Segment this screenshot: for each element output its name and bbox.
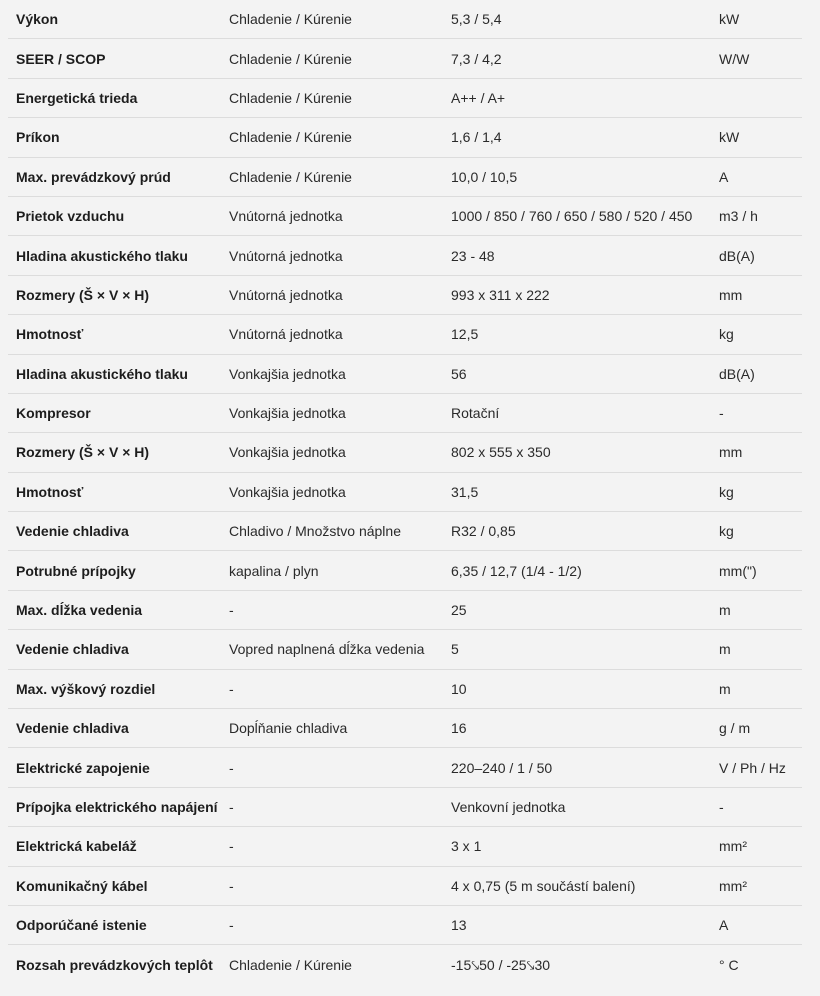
context-cell: Vnútorná jednotka xyxy=(229,208,343,225)
param-cell: SEER / SCOP xyxy=(16,50,106,67)
table-row xyxy=(8,276,802,315)
param-cell: Max. prevádzkový prúd xyxy=(16,168,171,185)
unit-cell: V / Ph / Hz xyxy=(719,759,786,776)
param-cell: Elektrické zapojenie xyxy=(16,759,150,776)
value-cell: 10 xyxy=(451,680,467,697)
unit-cell: kg xyxy=(719,326,734,343)
context-cell: Chladenie / Kúrenie xyxy=(229,957,352,974)
value-cell: 1000 / 850 / 760 / 650 / 580 / 520 / 450 xyxy=(451,208,693,225)
param-cell: Rozmery (Š × V × H) xyxy=(16,444,150,461)
table-row xyxy=(8,630,802,669)
value-cell: A++ / A+ xyxy=(451,89,506,106)
context-cell: Vnútorná jednotka xyxy=(229,326,343,343)
table-row xyxy=(8,748,802,787)
value-cell: Venkovní jednotka xyxy=(451,799,566,815)
value-cell: 5,3 / 5,4 xyxy=(451,11,502,28)
unit-cell: A xyxy=(719,917,729,934)
table-row xyxy=(8,670,802,709)
table-row xyxy=(8,788,802,827)
value-cell: 220–240 / 1 / 50 xyxy=(451,759,553,776)
context-cell: - xyxy=(229,799,234,815)
param-cell: Max. výškový rozdiel xyxy=(16,680,156,697)
table-row xyxy=(8,709,802,748)
context-cell: Chladenie / Kúrenie xyxy=(229,129,352,146)
value-cell: -15⤥50 / -25⤥30 xyxy=(451,956,551,973)
table-row xyxy=(8,39,802,78)
value-cell: 10,0 / 10,5 xyxy=(451,168,518,185)
unit-cell: m xyxy=(719,602,731,619)
unit-cell: mm xyxy=(719,444,743,461)
unit-cell: W/W xyxy=(719,50,750,67)
param-cell: Vedenie chladiva xyxy=(16,641,129,658)
unit-cell: m xyxy=(719,680,731,697)
table-row xyxy=(8,473,802,512)
value-cell: 6,35 / 12,7 (1/4 - 1/2) xyxy=(451,562,582,579)
context-cell: kapalina / plyn xyxy=(229,562,319,579)
context-cell: Chladivo / Množstvo náplne xyxy=(229,523,401,540)
param-cell: Kompresor xyxy=(16,405,91,422)
value-cell: R32 / 0,85 xyxy=(451,523,516,540)
context-cell: - xyxy=(229,838,234,855)
table-row xyxy=(8,236,802,275)
table-row xyxy=(8,945,802,984)
context-cell: Dopĺňanie chladiva xyxy=(229,720,348,737)
table-row xyxy=(8,355,802,394)
unit-cell: dB(A) xyxy=(719,365,755,382)
context-cell: - xyxy=(229,917,234,934)
param-cell: Odporúčané istenie xyxy=(16,917,147,934)
table-row xyxy=(8,512,802,551)
value-cell: 802 x 555 x 350 xyxy=(451,444,551,461)
unit-cell: kg xyxy=(719,523,734,540)
unit-cell: mm xyxy=(719,286,743,303)
unit-cell: kg xyxy=(719,483,734,500)
value-cell: 7,3 / 4,2 xyxy=(451,50,502,67)
table-row xyxy=(8,591,802,630)
context-cell: Vonkajšia jednotka xyxy=(229,405,346,422)
table-row xyxy=(8,315,802,354)
context-cell: Vnútorná jednotka xyxy=(229,286,343,303)
unit-cell: ° C xyxy=(719,957,739,974)
unit-cell: - xyxy=(719,799,724,815)
context-cell: Vonkajšia jednotka xyxy=(229,365,346,382)
unit-cell: mm(") xyxy=(719,562,757,579)
unit-cell: kW xyxy=(719,11,740,28)
table-row xyxy=(8,197,802,236)
context-cell: Chladenie / Kúrenie xyxy=(229,168,352,185)
table-row xyxy=(8,906,802,945)
context-cell: - xyxy=(229,602,234,619)
value-cell: 13 xyxy=(451,917,467,934)
context-cell: Chladenie / Kúrenie xyxy=(229,50,352,67)
value-cell: 23 - 48 xyxy=(451,247,495,264)
unit-cell: - xyxy=(719,405,724,422)
value-cell: 25 xyxy=(451,602,467,619)
table-row xyxy=(8,867,802,906)
value-cell: 993 x 311 x 222 xyxy=(451,286,550,303)
spec-table xyxy=(8,0,802,985)
table-row xyxy=(8,394,802,433)
param-cell: Prietok vzduchu xyxy=(16,208,125,225)
value-cell: 3 x 1 xyxy=(451,838,482,855)
param-cell: Max. dĺžka vedenia xyxy=(16,602,143,619)
context-cell: - xyxy=(229,680,234,697)
value-cell: 5 xyxy=(451,641,459,658)
value-cell: 56 xyxy=(451,365,467,382)
context-cell: Vopred naplnená dĺžka vedenia xyxy=(229,641,425,658)
param-cell: Hladina akustického tlaku xyxy=(16,247,188,264)
unit-cell: mm² xyxy=(719,877,747,894)
context-cell: Vonkajšia jednotka xyxy=(229,483,346,500)
context-cell: Vnútorná jednotka xyxy=(229,247,343,264)
param-cell: Hladina akustického tlaku xyxy=(16,365,188,382)
param-cell: Elektrická kabeláž xyxy=(16,838,137,855)
param-cell: Potrubné prípojky xyxy=(16,562,136,579)
value-cell: 4 x 0,75 (5 m součástí balení) xyxy=(451,877,636,894)
table-row xyxy=(8,433,802,472)
table-row xyxy=(8,0,802,39)
unit-cell: dB(A) xyxy=(719,247,755,264)
value-cell: 16 xyxy=(451,720,467,737)
context-cell: - xyxy=(229,877,234,894)
table-row xyxy=(8,827,802,866)
unit-cell: m xyxy=(719,641,731,658)
context-cell: Chladenie / Kúrenie xyxy=(229,89,352,106)
param-cell: Prípojka elektrického napájení xyxy=(16,799,218,815)
value-cell: 31,5 xyxy=(451,483,479,500)
param-cell: Vedenie chladiva xyxy=(16,720,129,737)
param-cell: Výkon xyxy=(16,11,59,28)
table-row xyxy=(8,79,802,118)
value-cell: 1,6 / 1,4 xyxy=(451,129,502,146)
param-cell: Hmotnosť xyxy=(16,483,84,500)
param-cell: Hmotnosť xyxy=(16,326,84,343)
unit-cell: g / m xyxy=(719,720,751,737)
param-cell: Rozmery (Š × V × H) xyxy=(16,286,150,303)
param-cell: Vedenie chladiva xyxy=(16,523,129,540)
value-cell: 12,5 xyxy=(451,326,479,343)
unit-cell: A xyxy=(719,168,729,185)
param-cell: Príkon xyxy=(16,129,60,146)
param-cell: Rozsah prevádzkových teplôt xyxy=(16,957,213,974)
table-row xyxy=(8,551,802,590)
table-row xyxy=(8,158,802,197)
unit-cell: kW xyxy=(719,129,740,146)
param-cell: Komunikačný kábel xyxy=(16,877,148,894)
unit-cell: m3 / h xyxy=(719,208,758,225)
value-cell: Rotační xyxy=(451,405,500,422)
unit-cell: mm² xyxy=(719,838,747,855)
context-cell: Vonkajšia jednotka xyxy=(229,444,346,461)
param-cell: Energetická trieda xyxy=(16,89,138,106)
table-row xyxy=(8,118,802,157)
context-cell: Chladenie / Kúrenie xyxy=(229,11,352,28)
context-cell: - xyxy=(229,759,234,776)
